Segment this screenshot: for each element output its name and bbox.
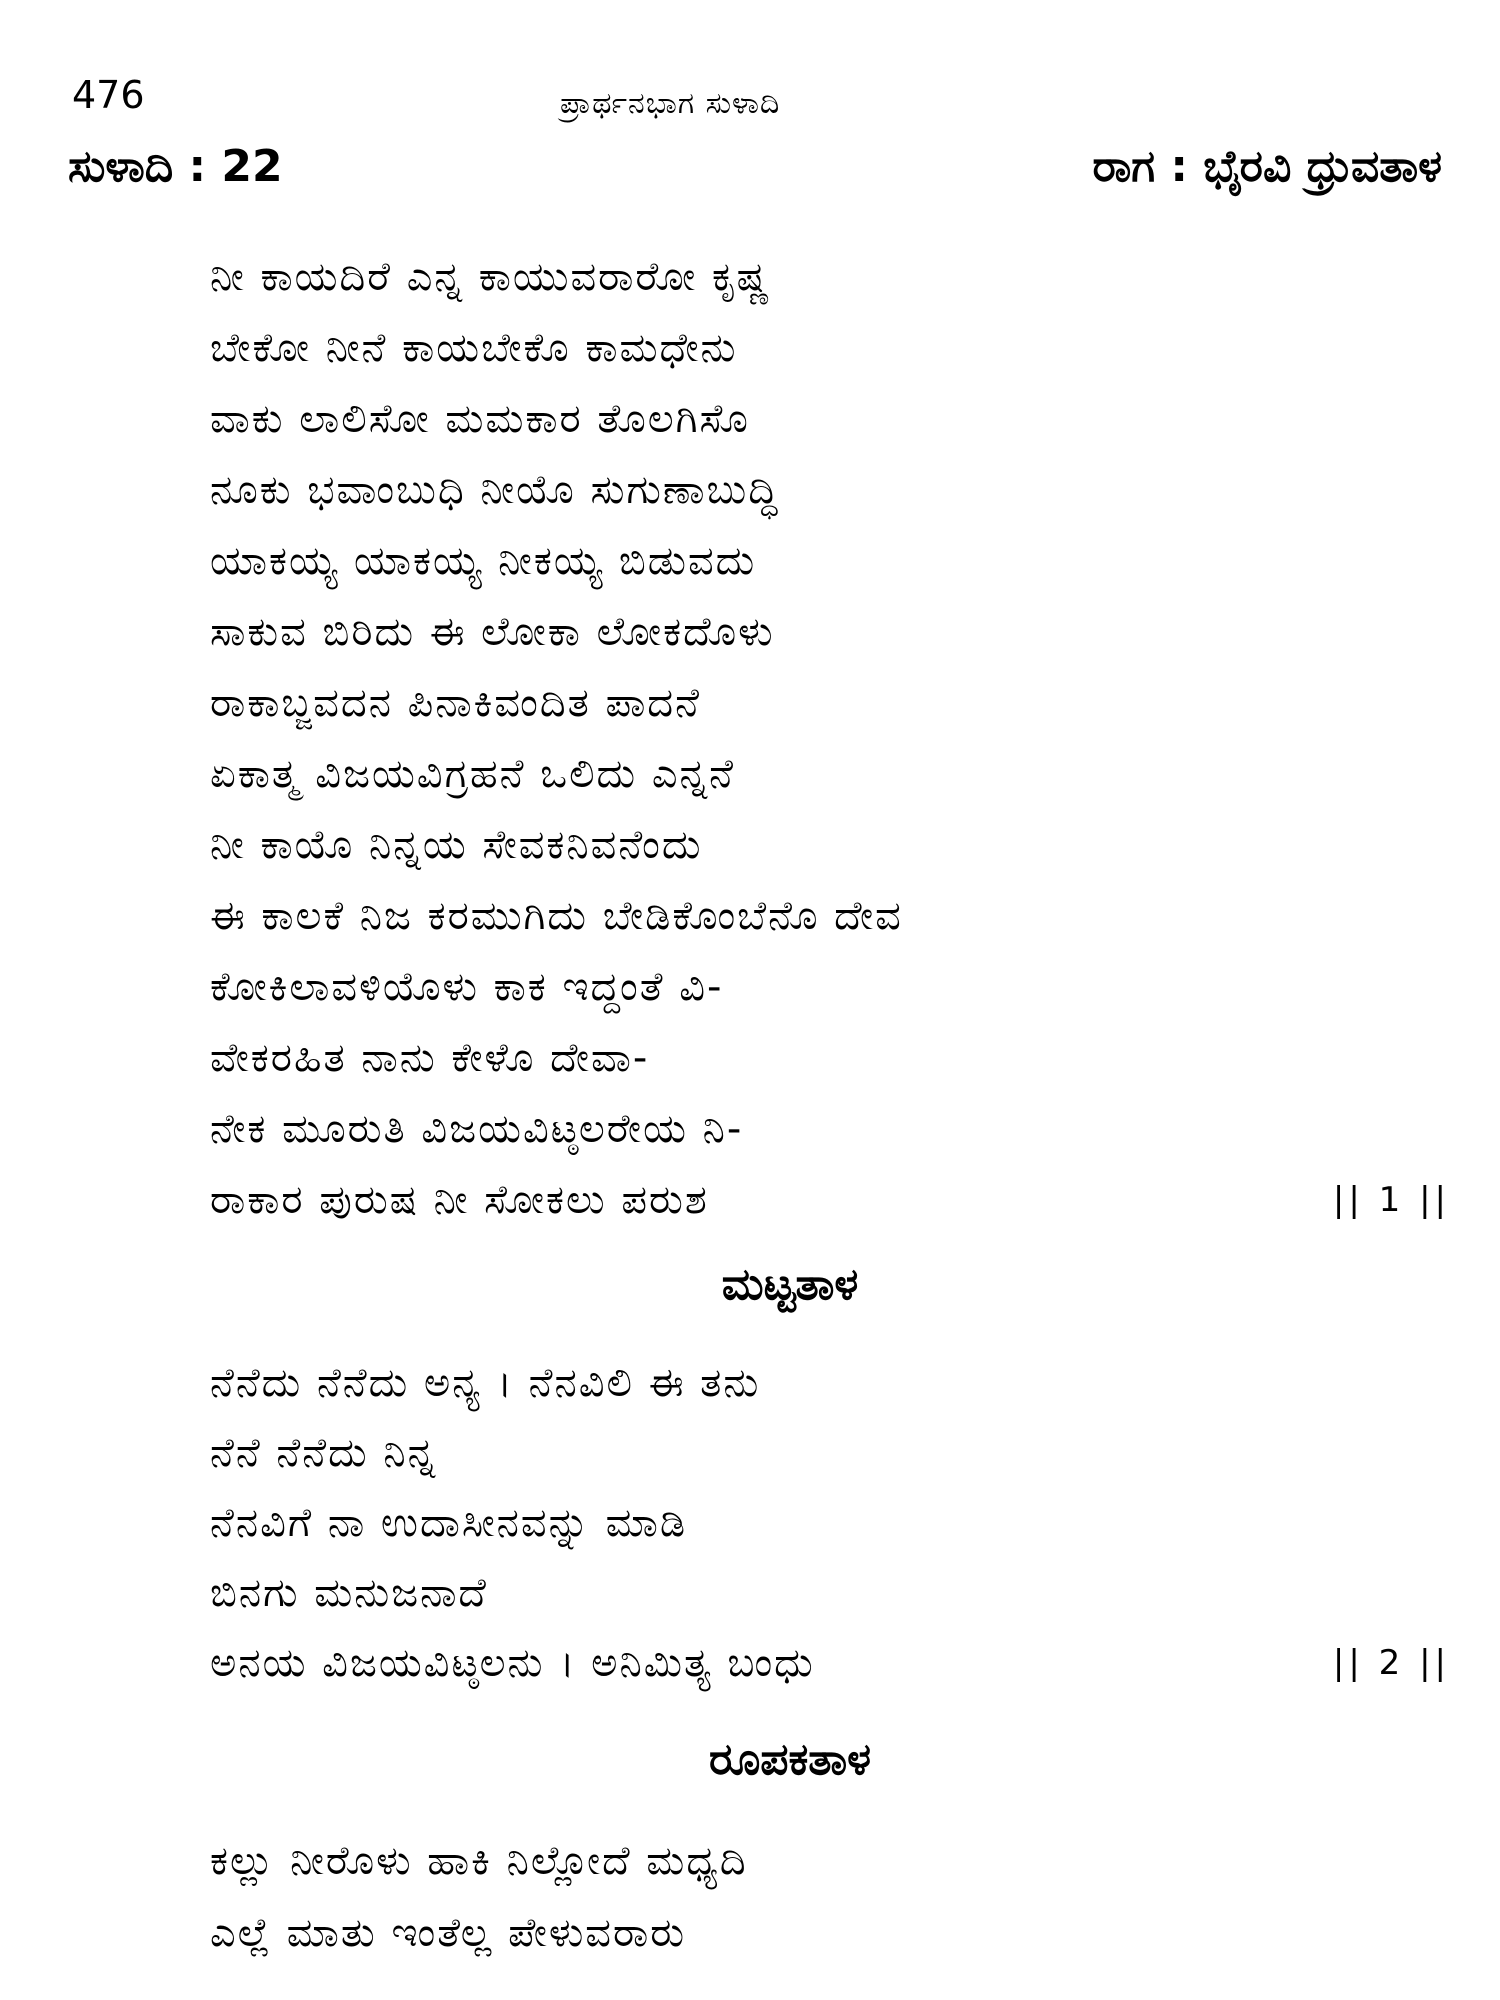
page-number: 476 [72, 73, 145, 117]
verse-line: ಬೇಕೋ ನೀನೆ ಕಾಯಬೇಕೊ ಕಾಮಧೇನು [210, 325, 738, 371]
stanza-rupaka [210, 1825, 1450, 1969]
verse-line: ನೀ ಕಾಯದಿರೆ ಎನ್ನ ಕಾಯುವರಾರೋ ಕೃಷ್ಣ [210, 254, 772, 300]
verse-line: ರಾಕಾಬ್ಜವದನ ಪಿನಾಕಿವಂದಿತ ಪಾದನೆ [210, 680, 701, 726]
stanza-matta [210, 1348, 1450, 1698]
verse-line-text: ರಾಕಾರ ಪುರುಷ ನೀ ಸೋಕಲು ಪರುಶ [210, 1177, 709, 1223]
suladi-title: ಸುಳಾದಿ : 22 [68, 141, 283, 192]
verse-line: ಬಿನಗು ಮನುಜನಾದೆ [210, 1570, 488, 1616]
verse-line: ಏಕಾತ್ಮ ವಿಜಯವಿಗ್ರಹನೆ ಒಲಿದು ಎನ್ನನೆ [210, 751, 735, 797]
raga-title: ರಾಗ : ಭೈರವಿ ಧ್ರುವತಾಳ [1092, 141, 1442, 192]
verse-line: ಯಾಕಯ್ಯ ಯಾಕಯ್ಯ ನೀಕಯ್ಯ ಬಿಡುವದು [210, 538, 757, 584]
verse-line-last [210, 1628, 1450, 1698]
verse-line: ಸಾಕುವ ಬಿರಿದು ಈ ಲೋಕಾ ಲೋಕದೊಳು [210, 609, 775, 655]
verse-line: ಈ ಕಾಲಕೆ ನಿಜ ಕರಮುಗಿದು ಬೇಡಿಕೊಂಬೆನೊ ದೇವ [210, 893, 903, 939]
verse-line: ಕೋಕಿಲಾವಳಿಯೊಳು ಕಾಕ ಇದ್ದಂತೆ ವಿ- [210, 964, 724, 1010]
verse-line: ನೂಕು ಭವಾಂಬುಧಿ ನೀಯೊ ಸುಗುಣಾಬುದ್ಧಿ [210, 467, 780, 513]
verse-line: ನೀ ಕಾಯೊ ನಿನ್ನಯ ಸೇವಕನಿವನೆಂದು [210, 822, 703, 868]
verse-line: ಎಲ್ಲೆ ಮಾತು ಇಂತೆಲ್ಲ ಪೇಳುವರಾರು [210, 1910, 687, 1956]
verse-line: ನೇಕ ಮೂರುತಿ ವಿಜಯವಿಟ್ಠಲರೇಯ ನಿ- [210, 1106, 744, 1152]
verse-line: ನೆನೆದು ನೆನೆದು ಅನ್ಯ । ನೆನವಿಲಿ ಈ ತನು [210, 1360, 761, 1406]
verse-line: ವೇಕರಹಿತ ನಾನು ಕೇಳೊ ದೇವಾ- [210, 1035, 650, 1081]
verse-line: ವಾಕು ಲಾಲಿಸೋ ಮಮಕಾರ ತೊಲಗಿಸೊ [210, 396, 750, 442]
verse-line-last [210, 1165, 1450, 1236]
verse-number: || 2 || [1332, 1643, 1450, 1683]
running-head: ಪ್ರಾರ್ಥನಭಾಗ ಸುಳಾದಿ [560, 86, 781, 121]
verse-number: || 1 || [1332, 1180, 1450, 1220]
verse-line-text: ಅನಯ ವಿಜಯವಿಟ್ಠಲನು । ಅನಿಮಿತ್ಯ ಬಂಧು [210, 1640, 815, 1686]
verse-line: ಕಲ್ಲು ನೀರೊಳು ಹಾಕಿ ನಿಲ್ಲೋದೆ ಮಧ್ಯದಿ [210, 1838, 748, 1884]
verse-line: ನೆನವಿಗೆ ನಾ ಉದಾಸೀನವನ್ನು ಮಾಡಿ [210, 1500, 688, 1546]
verse-line: ನೆನೆ ನೆನೆದು ನಿನ್ನ [210, 1430, 438, 1476]
section-heading-matta-tala: ಮಟ್ಟತಾಳ [721, 1259, 859, 1310]
section-heading-rupaka-tala: ರೂಪಕತಾಳ [708, 1734, 872, 1785]
stanza-dhruva [210, 242, 1450, 1236]
